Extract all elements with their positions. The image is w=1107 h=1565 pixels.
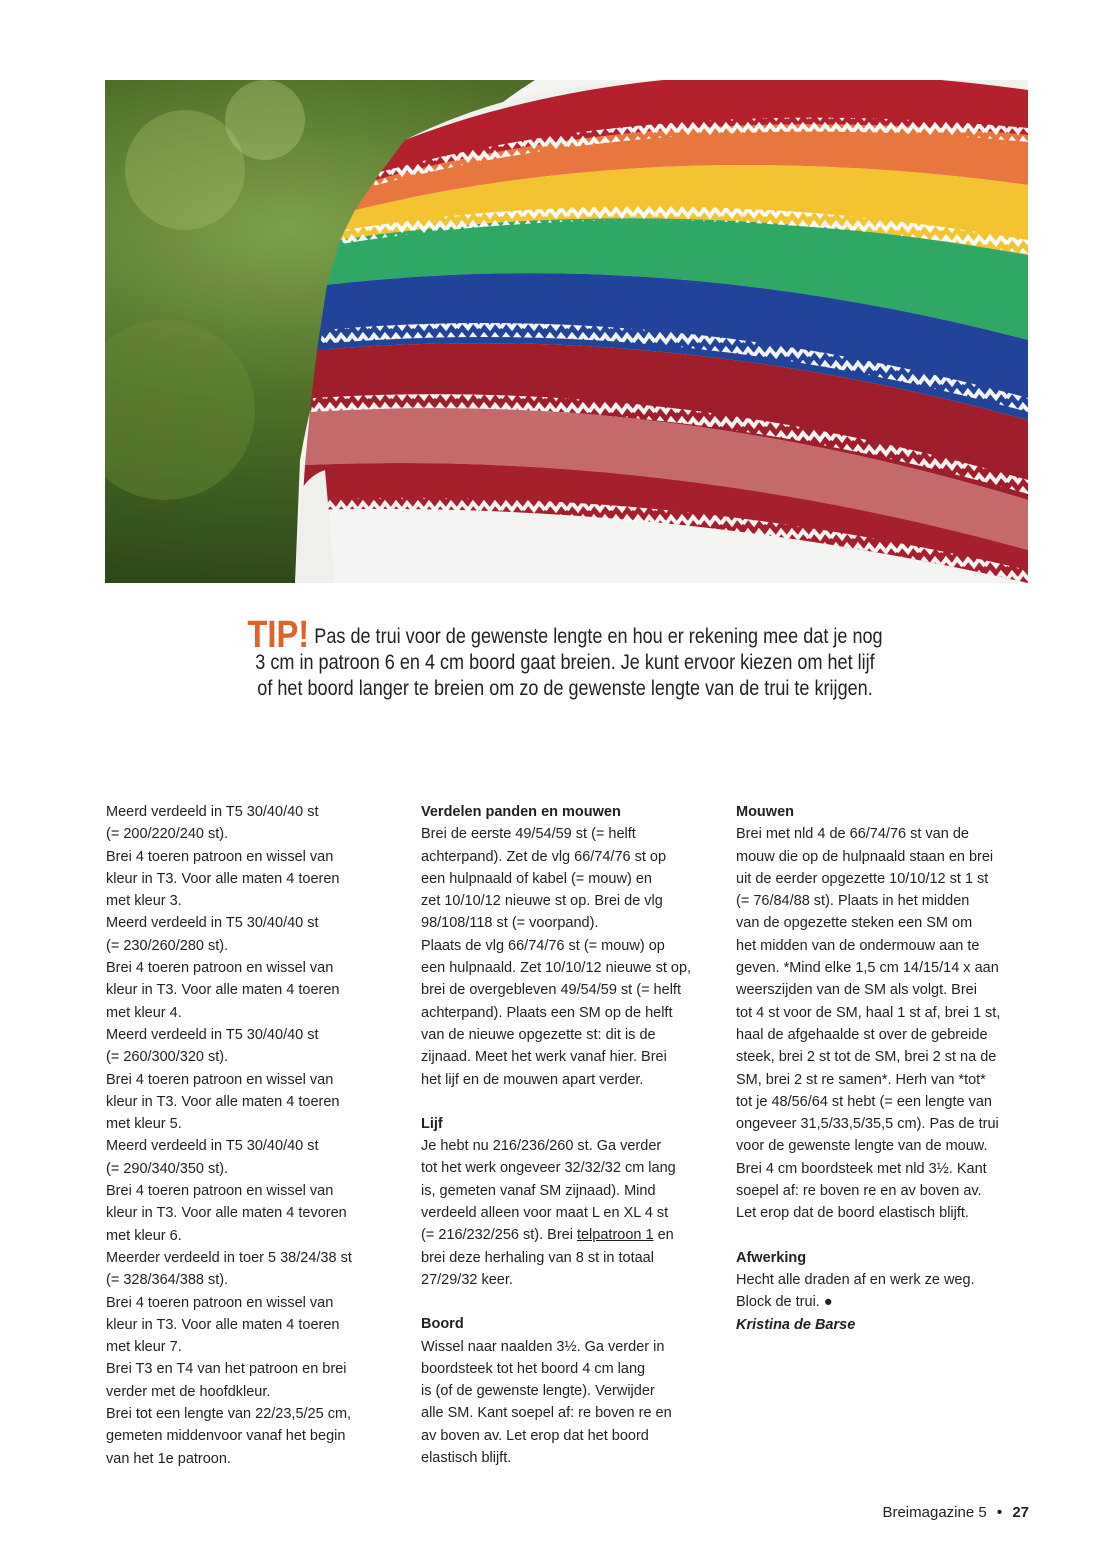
mouwen-line: steek, brei 2 st tot de SM, brei 2 st na de — [736, 1049, 997, 1066]
mouwen-line: van de opgezette steken een SM om — [736, 915, 973, 932]
afwerking-line: Block de trui. ● — [736, 1294, 833, 1311]
verdelen-line: zijnaad. Meet het werk vanaf hier. Brei — [421, 1049, 667, 1066]
lijf-line: 27/29/32 keer. — [421, 1271, 513, 1288]
col1-line: (= 290/340/350 st). — [106, 1160, 229, 1177]
lijf-line: tot het werk ongeveer 32/32/32 cm lang — [421, 1160, 676, 1177]
mouwen-line: Let erop dat de boord elastisch blijft. — [736, 1205, 969, 1222]
tip-text-1: Pas de trui voor de gewenste lengte en hou er rekening mee dat je nog — [314, 625, 883, 648]
lijf-heading: Lijf — [421, 1115, 443, 1132]
boord-line: boordsteek tot het boord 4 cm lang — [421, 1360, 646, 1377]
col1-line: Brei 4 toeren patroon en wissel van — [106, 960, 334, 977]
tip-label: TIP! — [247, 614, 310, 656]
mouwen-line: tot 4 st voor de SM, haal 1 st af, brei 1 st, — [736, 1004, 1001, 1021]
tip-line-3: of het boord langer te breien om zo de gewenste lengte van de trui te krijgen. — [257, 677, 873, 700]
boord-line: elastisch blijft. — [421, 1450, 512, 1467]
column-2 — [421, 801, 711, 1469]
column-1 — [106, 801, 396, 1470]
verdelen-line: Brei de eerste 49/54/59 st (= helft — [421, 826, 636, 843]
col1-line: verder met de hoofdkleur. — [106, 1383, 271, 1400]
mouwen-line: Brei met nld 4 de 66/74/76 st van de — [736, 826, 969, 843]
mouwen-line: voor de gewenste lengte van de mouw. — [736, 1138, 988, 1155]
verdelen-line: een hulpnaald of kabel (= mouw) en — [421, 870, 652, 887]
col1-line: Brei 4 toeren patroon en wissel van — [106, 1071, 334, 1088]
footer-bullet: • — [996, 1504, 1003, 1521]
author-name: Kristina de Barse — [736, 1316, 856, 1333]
tip-box — [208, 614, 922, 702]
lijf-line: verdeeld alleen voor maat L en XL 4 st — [421, 1205, 669, 1222]
lijf-text: en — [653, 1227, 674, 1244]
mouwen-line: uit de eerder opgezette 10/10/12 st 1 st — [736, 870, 989, 887]
afwerking-line: Hecht alle draden af en werk ze weg. — [736, 1271, 975, 1288]
verdelen-line: van de nieuwe opgezette st: dit is de — [421, 1026, 656, 1043]
col1-line: met kleur 5. — [106, 1116, 182, 1133]
verdelen-line: Plaats de vlg 66/74/76 st (= mouw) op — [421, 937, 665, 954]
mouwen-heading: Mouwen — [736, 804, 794, 820]
col1-line: Meerd verdeeld in T5 30/40/40 st — [106, 915, 319, 932]
col1-line: kleur in T3. Voor alle maten 4 toeren — [106, 1316, 340, 1333]
mouwen-line: SM, brei 2 st re samen*. Herh van *tot* — [736, 1071, 986, 1088]
boord-heading: Boord — [421, 1316, 464, 1333]
lijf-line: is, gemeten vanaf SM zijnaad). Mind — [421, 1182, 656, 1199]
lijf-line-with-link — [421, 1224, 711, 1246]
col1-line: Brei 4 toeren patroon en wissel van — [106, 1294, 334, 1311]
col1-line: gemeten middenvoor vanaf het begin — [106, 1428, 346, 1445]
afwerking-heading: Afwerking — [736, 1249, 807, 1266]
col1-line: Meerd verdeeld in T5 30/40/40 st — [106, 1138, 319, 1155]
verdelen-line: brei de overgebleven 49/54/59 st (= helft — [421, 982, 681, 999]
col1-line: Meerd verdeeld in T5 30/40/40 st — [106, 804, 319, 820]
verdelen-line: achterpand). Zet de vlg 66/74/76 st op — [421, 848, 667, 865]
boord-line: Wissel naar naalden 3½. Ga verder in — [421, 1338, 665, 1355]
page-number: 27 — [1012, 1504, 1029, 1521]
boord-line: alle SM. Kant soepel af: re boven re en — [421, 1405, 672, 1422]
col1-line: (= 260/300/320 st). — [106, 1049, 229, 1066]
col1-line: met kleur 4. — [106, 1004, 182, 1021]
sweater-illustration — [105, 80, 1028, 583]
verdelen-line: achterpand). Plaats een SM op de helft — [421, 1004, 673, 1021]
lijf-line: brei deze herhaling van 8 st in totaal — [421, 1249, 654, 1266]
verdelen-line: 98/108/118 st (= voorpand). — [421, 915, 599, 932]
col1-line: met kleur 3. — [106, 893, 182, 910]
mouwen-line: Brei 4 cm boordsteek met nld 3½. Kant — [736, 1160, 987, 1177]
verdelen-line: het lijf en de mouwen apart verder. — [421, 1071, 644, 1088]
tip-line-2: 3 cm in patroon 6 en 4 cm boord gaat breien. Je kunt ervoor kiezen om het lijf — [255, 651, 875, 674]
col1-line: Brei 4 toeren patroon en wissel van — [106, 848, 334, 865]
col1-line: kleur in T3. Voor alle maten 4 tevoren — [106, 1205, 347, 1222]
col1-line: met kleur 6. — [106, 1227, 182, 1244]
mouwen-line: haal de afgehaalde st over de gebreide — [736, 1026, 988, 1043]
telpatroon-link[interactable]: telpatroon 1 — [576, 1227, 654, 1244]
col1-line: Meerd verdeeld in T5 30/40/40 st — [106, 1026, 319, 1043]
mouwen-line: ongeveer 31,5/33,5/35,5 cm). Pas de trui — [736, 1116, 999, 1133]
col1-line: kleur in T3. Voor alle maten 4 toeren — [106, 1093, 340, 1110]
col1-line: (= 200/220/240 st). — [106, 826, 229, 843]
boord-line: is (of de gewenste lengte). Verwijder — [421, 1383, 655, 1400]
col1-line: Brei tot een lengte van 22/23,5/25 cm, — [106, 1406, 352, 1423]
col1-line: (= 230/260/280 st). — [106, 937, 229, 954]
col1-line: Brei T3 en T4 van het patroon en brei — [106, 1361, 347, 1378]
tip-line-1 — [208, 614, 922, 656]
verdelen-line: een hulpnaald. Zet 10/10/12 nieuwe st op, — [421, 960, 692, 977]
col1-line: Meerder verdeeld in toer 5 38/24/38 st — [106, 1249, 352, 1266]
col1-line: met kleur 7. — [106, 1339, 182, 1356]
col1-line: kleur in T3. Voor alle maten 4 toeren — [106, 870, 340, 887]
sweater-photo — [105, 80, 1028, 583]
mouwen-line: het midden van de ondermouw aan te — [736, 937, 980, 954]
mouwen-line: (= 76/84/88 st). Plaats in het midden — [736, 893, 970, 910]
col1-line: (= 328/364/388 st). — [106, 1272, 229, 1289]
mouwen-line: geven. *Mind elke 1,5 cm 14/15/14 x aan — [736, 960, 999, 977]
col1-line: kleur in T3. Voor alle maten 4 toeren — [106, 982, 340, 999]
boord-line: av boven av. Let erop dat het boord — [421, 1427, 649, 1444]
col1-line: Brei 4 toeren patroon en wissel van — [106, 1183, 334, 1200]
magazine-name: Breimagazine 5 — [882, 1504, 987, 1521]
mouwen-line: soepel af: re boven re en av boven av. — [736, 1183, 982, 1200]
lijf-line: Je hebt nu 216/236/260 st. Ga verder — [421, 1138, 662, 1155]
page-footer — [882, 1504, 1029, 1521]
lijf-text: (= 216/232/256 st). Brei — [421, 1227, 577, 1244]
mouwen-line: tot je 48/56/64 st hebt (= een lengte van — [736, 1093, 992, 1110]
verdelen-heading: Verdelen panden en mouwen — [421, 804, 621, 820]
verdelen-line: zet 10/10/12 nieuwe st op. Brei de vlg — [421, 893, 663, 910]
col1-line: van het 1e patroon. — [106, 1450, 231, 1467]
mouwen-line: mouw die op de hulpnaald staan en brei — [736, 848, 994, 865]
column-3 — [736, 801, 1032, 1336]
mouwen-line: weerszijden van de SM als volgt. Brei — [736, 982, 977, 999]
